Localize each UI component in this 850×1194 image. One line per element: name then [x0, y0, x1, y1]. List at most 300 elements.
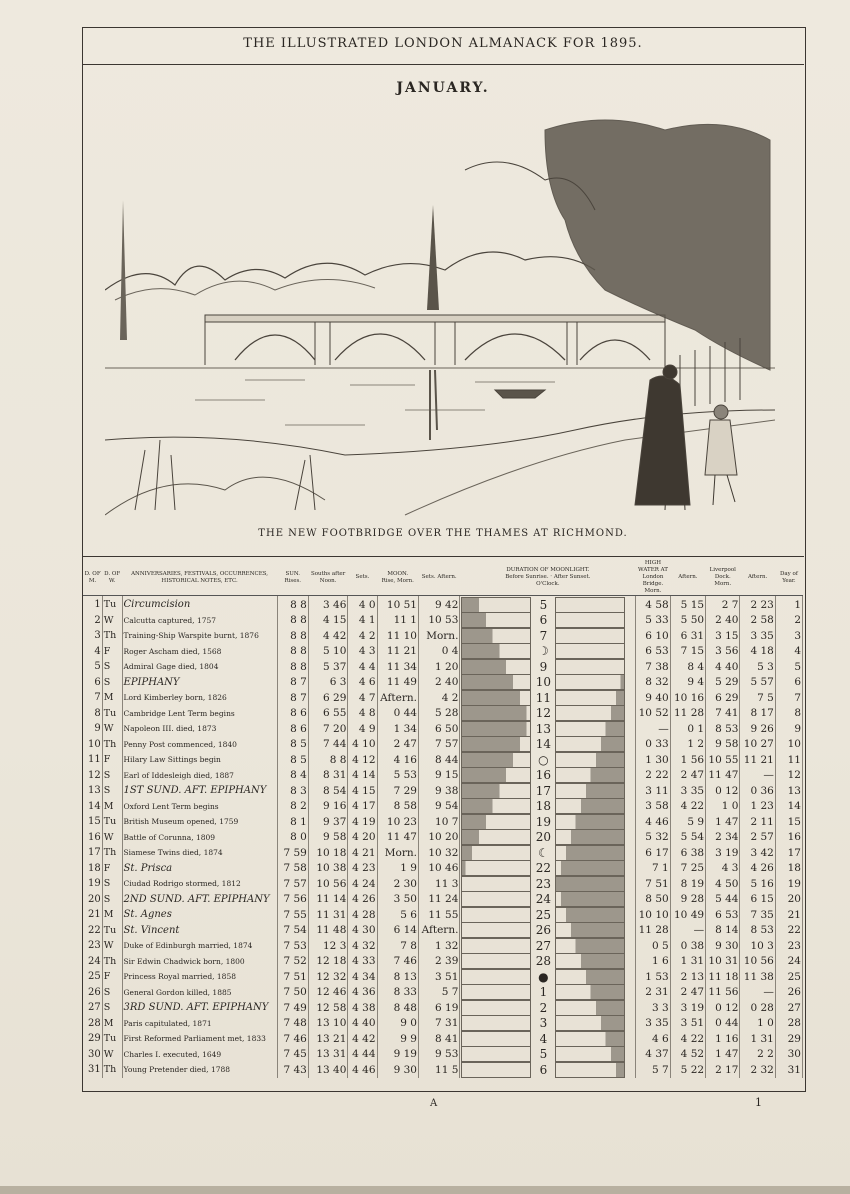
row-day-of-month: 4 — [83, 644, 102, 660]
running-head: THE ILLUSTRATED LONDON ALMANACK FOR 1895. — [243, 36, 643, 51]
moonlight-before-bar — [461, 829, 531, 845]
row-moon-rise: 5 6 — [377, 907, 418, 923]
table-row — [83, 659, 803, 675]
col-liverpool-aftern: Aftern. — [740, 560, 775, 596]
row-sun-rises: 7 50 — [277, 985, 308, 1001]
moon-age-label: ○ — [538, 752, 549, 767]
table-row — [83, 985, 803, 1001]
row-london-morn: 3 11 — [636, 783, 670, 799]
row-sun-rises: 8 8 — [277, 644, 308, 660]
row-sun-sets: 4 12 — [348, 752, 377, 768]
row-sun-souths: 13 21 — [308, 1031, 348, 1047]
row-moonlight — [460, 938, 636, 954]
row-day-of-week: Th — [102, 737, 122, 753]
row-moonlight — [460, 1031, 636, 1047]
row-event: Admiral Gage died, 1804 — [122, 659, 277, 675]
moonlight-after-bar — [555, 860, 625, 876]
row-sun-rises: 8 3 — [277, 783, 308, 799]
row-event: Earl of Iddesleigh died, 1887 — [122, 768, 277, 784]
table-row — [83, 969, 803, 985]
row-moonlight — [460, 783, 636, 799]
row-moon-rise: 11 47 — [377, 830, 418, 846]
row-sun-rises: 7 59 — [277, 845, 308, 861]
moon-age-label: 1 — [539, 985, 548, 1000]
table-row — [83, 861, 803, 877]
row-moon-rise: 11 34 — [377, 659, 418, 675]
moon-rise-label: Rise, Morn. — [381, 577, 414, 584]
row-event: Penny Post commenced, 1840 — [122, 737, 277, 753]
row-event: Ciudad Rodrigo stormed, 1812 — [122, 876, 277, 892]
row-london-aftern: 10 49 — [670, 907, 705, 923]
row-london-morn: 5 32 — [636, 830, 670, 846]
row-london-morn: 4 58 — [636, 596, 670, 613]
table-row — [83, 907, 803, 923]
row-sun-sets: 4 34 — [348, 969, 377, 985]
row-sun-rises: 8 8 — [277, 628, 308, 644]
moonlight-before-bar — [461, 690, 531, 706]
table-row — [83, 721, 803, 737]
row-london-aftern: 9 4 — [670, 675, 705, 691]
row-london-aftern: 10 16 — [670, 690, 705, 706]
row-day-of-week: W — [102, 1047, 122, 1063]
moon-age-label: 6 — [539, 613, 548, 628]
row-london-morn: 1 6 — [636, 954, 670, 970]
row-liverpool-morn: 11 56 — [706, 985, 740, 1001]
row-day-of-month: 10 — [83, 737, 102, 753]
row-day-of-month: 15 — [83, 814, 102, 830]
row-london-morn: 6 53 — [636, 644, 670, 660]
row-day-of-year: 20 — [775, 892, 802, 908]
duration-label: DURATION OF MOONLIGHT. — [506, 567, 590, 573]
row-moon-sets: 5 28 — [418, 706, 459, 722]
row-liverpool-morn: 10 55 — [706, 752, 740, 768]
liverpool-dock-label: Liverpool Dock. — [709, 567, 736, 580]
row-liverpool-aftern: 11 38 — [740, 969, 775, 985]
row-london-morn: 5 7 — [636, 1062, 670, 1078]
moon-age-label: 5 — [539, 597, 548, 612]
row-liverpool-morn: 5 44 — [706, 892, 740, 908]
row-event: Roger Ascham died, 1568 — [122, 644, 277, 660]
moon-age-label: ☾ — [538, 845, 549, 860]
moon-age-label: 16 — [535, 768, 552, 783]
row-day-of-year: 25 — [775, 969, 802, 985]
moonlight-before-bar — [461, 845, 531, 861]
row-sun-souths: 13 40 — [308, 1062, 348, 1078]
row-moon-sets: 5 7 — [418, 985, 459, 1001]
row-sun-rises: 7 58 — [277, 861, 308, 877]
row-day-of-year: 18 — [775, 861, 802, 877]
row-sun-sets: 4 2 — [348, 628, 377, 644]
moonlight-after-bar — [555, 798, 625, 814]
row-moonlight — [460, 628, 636, 644]
row-sun-souths: 6 55 — [308, 706, 348, 722]
row-day-of-year: 5 — [775, 659, 802, 675]
row-day-of-year: 24 — [775, 954, 802, 970]
row-london-morn: — — [636, 721, 670, 737]
row-sun-souths: 8 8 — [308, 752, 348, 768]
moon-age-label: 2 — [539, 1000, 548, 1015]
row-london-aftern: 1 56 — [670, 752, 705, 768]
row-moon-rise: 4 16 — [377, 752, 418, 768]
row-liverpool-aftern: 6 15 — [740, 892, 775, 908]
row-london-aftern: 5 9 — [670, 814, 705, 830]
moonlight-before-bar — [461, 798, 531, 814]
moon-age-label: 6 — [539, 1062, 548, 1077]
row-sun-rises: 8 5 — [277, 737, 308, 753]
row-day-of-year: 26 — [775, 985, 802, 1001]
row-sun-souths: 11 14 — [308, 892, 348, 908]
row-day-of-year: 11 — [775, 752, 802, 768]
row-sun-rises: 8 8 — [277, 596, 308, 613]
row-liverpool-aftern: 10 3 — [740, 938, 775, 954]
row-sun-sets: 4 19 — [348, 814, 377, 830]
row-liverpool-morn: 5 29 — [706, 675, 740, 691]
row-london-morn: 6 10 — [636, 628, 670, 644]
table-row — [83, 613, 803, 629]
row-moon-sets: 11 24 — [418, 892, 459, 908]
row-sun-rises: 7 53 — [277, 938, 308, 954]
row-day-of-month: 17 — [83, 845, 102, 861]
moon-age-label: 20 — [535, 830, 552, 845]
moonlight-after-bar — [555, 674, 625, 690]
moonlight-after-bar — [555, 953, 625, 969]
row-moonlight — [460, 923, 636, 939]
row-sun-souths: 6 29 — [308, 690, 348, 706]
row-day-of-year: 22 — [775, 923, 802, 939]
col-day-of-year: Day of Year. — [775, 560, 802, 596]
row-sun-rises: 7 54 — [277, 923, 308, 939]
row-liverpool-morn: 8 14 — [706, 923, 740, 939]
row-moonlight — [460, 814, 636, 830]
row-moonlight — [460, 659, 636, 675]
row-day-of-week: S — [102, 783, 122, 799]
moonlight-after-bar — [555, 1046, 625, 1062]
row-london-aftern: 8 4 — [670, 659, 705, 675]
row-sun-sets: 4 17 — [348, 799, 377, 815]
row-sun-souths: 6 3 — [308, 675, 348, 691]
row-liverpool-morn: 0 44 — [706, 1016, 740, 1032]
row-sun-rises: 7 51 — [277, 969, 308, 985]
row-london-morn: 7 1 — [636, 861, 670, 877]
row-event: St. Vincent — [122, 923, 277, 939]
row-liverpool-aftern: 2 2 — [740, 1047, 775, 1063]
row-moon-rise: 2 30 — [377, 876, 418, 892]
row-london-aftern: 7 15 — [670, 644, 705, 660]
row-day-of-week: W — [102, 830, 122, 846]
row-day-of-month: 12 — [83, 768, 102, 784]
row-london-morn: 10 10 — [636, 907, 670, 923]
row-moon-sets: 10 32 — [418, 845, 459, 861]
moonlight-after-bar — [555, 752, 625, 768]
moonlight-before-bar — [461, 705, 531, 721]
moonlight-before-bar — [461, 736, 531, 752]
row-liverpool-aftern: 1 31 — [740, 1031, 775, 1047]
row-london-aftern: 2 47 — [670, 768, 705, 784]
row-london-morn: 7 38 — [636, 659, 670, 675]
moon-age-label: 18 — [535, 799, 552, 814]
row-sun-souths: 7 20 — [308, 721, 348, 737]
row-day-of-year: 12 — [775, 768, 802, 784]
row-liverpool-aftern: 2 58 — [740, 613, 775, 629]
row-day-of-week: S — [102, 675, 122, 691]
row-moonlight — [460, 969, 636, 985]
row-day-of-month: 28 — [83, 1016, 102, 1032]
row-liverpool-morn: 11 18 — [706, 969, 740, 985]
row-sun-rises: 7 46 — [277, 1031, 308, 1047]
row-liverpool-morn: 0 12 — [706, 783, 740, 799]
row-day-of-month: 16 — [83, 830, 102, 846]
row-day-of-month: 30 — [83, 1047, 102, 1063]
row-sun-rises: 8 4 — [277, 768, 308, 784]
row-event: General Gordon killed, 1885 — [122, 985, 277, 1001]
row-sun-souths: 13 10 — [308, 1016, 348, 1032]
row-event: Hilary Law Sittings begin — [122, 752, 277, 768]
row-moon-rise: 1 9 — [377, 861, 418, 877]
moonlight-after-bar — [555, 845, 625, 861]
row-moonlight — [460, 613, 636, 629]
liverpool-morn-label: Morn. — [714, 581, 732, 587]
moonlight-after-bar — [555, 922, 625, 938]
row-moon-sets: 11 5 — [418, 1062, 459, 1078]
table-row — [83, 690, 803, 706]
row-london-morn: 4 6 — [636, 1031, 670, 1047]
row-day-of-month: 6 — [83, 675, 102, 691]
moonlight-after-bar — [555, 643, 625, 659]
row-day-of-week: Th — [102, 1062, 122, 1078]
row-liverpool-aftern: 2 32 — [740, 1062, 775, 1078]
row-moon-sets: 10 20 — [418, 830, 459, 846]
moonlight-after-bar — [555, 829, 625, 845]
row-liverpool-aftern: 11 21 — [740, 752, 775, 768]
row-liverpool-aftern: 0 36 — [740, 783, 775, 799]
row-day-of-week: Tu — [102, 814, 122, 830]
row-sun-rises: 7 48 — [277, 1016, 308, 1032]
table-row — [83, 938, 803, 954]
row-day-of-week: Tu — [102, 923, 122, 939]
moon-age-label: 28 — [535, 954, 552, 969]
row-sun-souths: 12 46 — [308, 985, 348, 1001]
row-sun-souths: 12 18 — [308, 954, 348, 970]
table-row — [83, 737, 803, 753]
london-bridge-label: London Bridge. — [642, 574, 664, 587]
row-sun-sets: 4 14 — [348, 768, 377, 784]
row-day-of-week: S — [102, 892, 122, 908]
row-liverpool-aftern: 1 23 — [740, 799, 775, 815]
table-row — [83, 644, 803, 660]
table-row — [83, 628, 803, 644]
moon-age-label: 3 — [539, 1016, 548, 1031]
row-day-of-month: 27 — [83, 1000, 102, 1016]
moonlight-before-bar — [461, 752, 531, 768]
row-moon-sets: 10 46 — [418, 861, 459, 877]
row-day-of-year: 1 — [775, 596, 802, 613]
row-day-of-year: 21 — [775, 907, 802, 923]
row-sun-sets: 4 0 — [348, 596, 377, 613]
row-day-of-month: 14 — [83, 799, 102, 815]
row-moonlight — [460, 845, 636, 861]
moonlight-after-bar — [555, 1062, 625, 1078]
moon-age-label: 14 — [535, 737, 552, 752]
illustration-caption: THE NEW FOOTBRIDGE OVER THE THAMES AT RICHMOND. — [258, 528, 628, 539]
moonlight-before-bar — [461, 907, 531, 923]
row-event: Duke of Edinburgh married, 1874 — [122, 938, 277, 954]
row-day-of-year: 9 — [775, 721, 802, 737]
row-sun-souths: 4 15 — [308, 613, 348, 629]
row-sun-rises: 7 56 — [277, 892, 308, 908]
row-day-of-month: 21 — [83, 907, 102, 923]
moon-age-label: 26 — [535, 923, 552, 938]
table-row — [83, 768, 803, 784]
moonlight-after-bar — [555, 907, 625, 923]
moonlight-before-bar — [461, 783, 531, 799]
row-liverpool-morn: 1 47 — [706, 814, 740, 830]
row-day-of-month: 13 — [83, 783, 102, 799]
row-london-aftern: 3 51 — [670, 1016, 705, 1032]
row-moon-sets: 6 19 — [418, 1000, 459, 1016]
row-moonlight — [460, 985, 636, 1001]
col-london-morn — [636, 560, 670, 596]
row-event: Circumcision — [122, 596, 277, 613]
row-day-of-year: 19 — [775, 876, 802, 892]
moonlight-after-bar — [555, 1031, 625, 1047]
row-day-of-year: 2 — [775, 613, 802, 629]
row-moon-sets: 9 42 — [418, 596, 459, 613]
moonlight-before-bar — [461, 1031, 531, 1047]
row-sun-rises: 7 43 — [277, 1062, 308, 1078]
moon-age-label: ☽ — [538, 644, 549, 659]
row-sun-rises: 7 45 — [277, 1047, 308, 1063]
row-sun-souths: 9 37 — [308, 814, 348, 830]
moonlight-before-bar — [461, 612, 531, 628]
oclock-label: O'Clock. — [536, 581, 560, 587]
table-row — [83, 596, 803, 613]
row-liverpool-aftern: 2 57 — [740, 830, 775, 846]
moonlight-after-bar — [555, 628, 625, 644]
row-moon-rise: 10 23 — [377, 814, 418, 830]
calendar-body — [83, 596, 803, 1078]
sun-group-label: SUN. — [285, 570, 301, 577]
row-liverpool-morn: 9 58 — [706, 737, 740, 753]
row-moon-sets: 10 53 — [418, 613, 459, 629]
row-sun-souths: 10 56 — [308, 876, 348, 892]
sun-rises-label: Rises. — [284, 577, 302, 584]
row-liverpool-morn: 4 3 — [706, 861, 740, 877]
row-sun-rises: 8 6 — [277, 721, 308, 737]
table-row — [83, 1031, 803, 1047]
calendar-table — [83, 560, 803, 1078]
row-london-aftern: 7 25 — [670, 861, 705, 877]
row-sun-souths: 10 38 — [308, 861, 348, 877]
row-moonlight — [460, 675, 636, 691]
moon-age-label: ● — [538, 969, 549, 984]
row-london-morn: 3 35 — [636, 1016, 670, 1032]
moonlight-before-bar — [461, 876, 531, 892]
row-london-morn: 4 46 — [636, 814, 670, 830]
row-sun-souths: 10 18 — [308, 845, 348, 861]
row-liverpool-morn: 6 29 — [706, 690, 740, 706]
row-liverpool-morn: 4 40 — [706, 659, 740, 675]
moonlight-before-bar — [461, 674, 531, 690]
row-event: 1ST SUND. AFT. EPIPHANY — [122, 783, 277, 799]
row-liverpool-aftern: 3 35 — [740, 628, 775, 644]
row-london-aftern: 4 52 — [670, 1047, 705, 1063]
row-moonlight — [460, 706, 636, 722]
row-day-of-week: S — [102, 876, 122, 892]
row-liverpool-morn: 10 31 — [706, 954, 740, 970]
row-day-of-year: 23 — [775, 938, 802, 954]
table-row — [83, 876, 803, 892]
row-moonlight — [460, 1016, 636, 1032]
moonlight-after-bar — [555, 938, 625, 954]
row-day-of-month: 3 — [83, 628, 102, 644]
row-moon-sets: 9 53 — [418, 1047, 459, 1063]
row-moon-rise: 9 19 — [377, 1047, 418, 1063]
row-day-of-year: 4 — [775, 644, 802, 660]
after-sunset-label: After Sunset. — [553, 574, 591, 580]
row-london-morn: 3 3 — [636, 1000, 670, 1016]
row-day-of-month: 20 — [83, 892, 102, 908]
row-sun-sets: 4 30 — [348, 923, 377, 939]
row-day-of-year: 15 — [775, 814, 802, 830]
row-sun-sets: 4 42 — [348, 1031, 377, 1047]
head-rule — [82, 64, 804, 65]
row-liverpool-morn: 8 53 — [706, 721, 740, 737]
row-sun-rises: 8 2 — [277, 799, 308, 815]
moonlight-before-bar — [461, 891, 531, 907]
row-liverpool-morn: 0 12 — [706, 1000, 740, 1016]
table-row — [83, 892, 803, 908]
moonlight-after-bar — [555, 891, 625, 907]
row-day-of-year: 28 — [775, 1016, 802, 1032]
moon-age-label: 24 — [535, 892, 552, 907]
row-moonlight — [460, 644, 636, 660]
row-moon-rise: 9 0 — [377, 1016, 418, 1032]
moonlight-before-bar — [461, 643, 531, 659]
row-sun-sets: 4 8 — [348, 706, 377, 722]
row-event: Charles I. executed, 1649 — [122, 1047, 277, 1063]
row-day-of-month: 5 — [83, 659, 102, 675]
row-moon-sets: 8 44 — [418, 752, 459, 768]
table-rule — [82, 556, 804, 557]
row-sun-rises: 8 6 — [277, 706, 308, 722]
row-sun-souths: 9 16 — [308, 799, 348, 815]
row-day-of-year: 27 — [775, 1000, 802, 1016]
row-sun-sets: 4 33 — [348, 954, 377, 970]
moonlight-after-bar — [555, 597, 625, 613]
row-sun-souths: 4 42 — [308, 628, 348, 644]
row-london-aftern: 4 22 — [670, 799, 705, 815]
row-day-of-year: 31 — [775, 1062, 802, 1078]
row-event: St. Agnes — [122, 907, 277, 923]
table-row — [83, 814, 803, 830]
row-sun-rises: 7 49 — [277, 1000, 308, 1016]
calendar-header — [83, 560, 803, 596]
row-day-of-week: Th — [102, 628, 122, 644]
row-liverpool-aftern: 8 53 — [740, 923, 775, 939]
moon-age-label: 23 — [535, 876, 552, 891]
col-moonlight: DURATION OF MOONLIGHT. Before Sunrise. · After Sunset. O'Clock. — [460, 560, 636, 596]
row-day-of-year: 8 — [775, 706, 802, 722]
row-moon-sets: 2 39 — [418, 954, 459, 970]
row-moon-rise: 7 46 — [377, 954, 418, 970]
row-liverpool-aftern: 8 17 — [740, 706, 775, 722]
row-sun-sets: 4 21 — [348, 845, 377, 861]
table-row — [83, 783, 803, 799]
row-day-of-month: 26 — [83, 985, 102, 1001]
row-sun-sets: 4 4 — [348, 659, 377, 675]
row-london-morn: 5 33 — [636, 613, 670, 629]
row-sun-sets: 4 28 — [348, 907, 377, 923]
